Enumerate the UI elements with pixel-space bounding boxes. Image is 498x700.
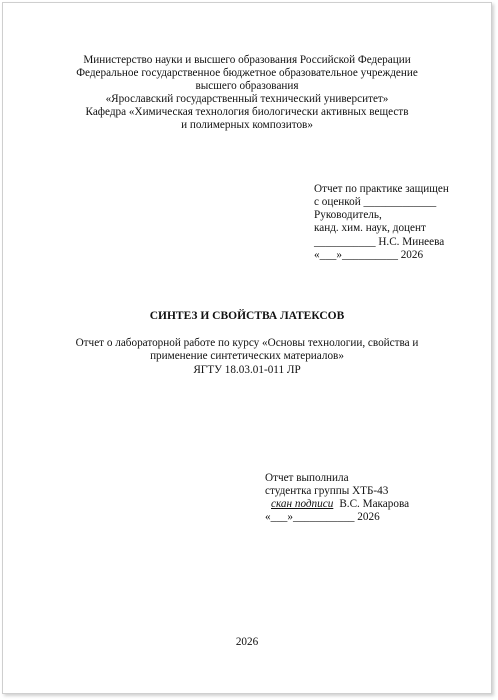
ministry-line: Министерство науки и высшего образования Российской Федерации (83, 54, 411, 66)
university-name-line: «Ярославский государственный технический университет» (105, 93, 389, 105)
approval-date: «___»__________ 2026 (314, 249, 424, 261)
department-line: Кафедра «Химическая технология биологически активных веществ (85, 106, 409, 118)
approval-defended: Отчет по практике защищен (314, 183, 449, 195)
author-completed: Отчет выполнила (265, 472, 349, 484)
report-subtitle-line1: Отчет о лабораторной работе по курсу «Основы технологии, свойства и (75, 337, 419, 349)
author-date: «___»___________ 2026 (265, 511, 380, 523)
document-code: ЯГТУ 18.03.01-011 ЛР (193, 364, 301, 376)
footer-year: 2026 (235, 636, 259, 648)
department-line-cont: и полимерных композитов» (181, 119, 313, 131)
report-subtitle-line2: применение синтетических материалов» (150, 350, 344, 362)
document-page (2, 2, 492, 694)
approval-signature: ___________ Н.С. Минеева (314, 236, 445, 248)
approval-degree: канд. хим. наук, доцент (314, 222, 426, 234)
document-title: СИНТЕЗ И СВОЙСТВА ЛАТЕКСОВ (149, 310, 345, 322)
approval-supervisor: Руководитель, (314, 209, 382, 221)
education-level-line: высшего образования (195, 80, 299, 92)
author-signature-line (265, 498, 409, 510)
institution-type-line: Федеральное государственное бюджетное образовательное учреждение (76, 67, 418, 79)
scan-signature: скан подписи (271, 498, 334, 510)
approval-grade: с оценкой _____________ (314, 196, 437, 208)
author-name: В.С. Макарова (339, 498, 410, 510)
author-group: студентка группы ХТБ-43 (265, 485, 389, 497)
